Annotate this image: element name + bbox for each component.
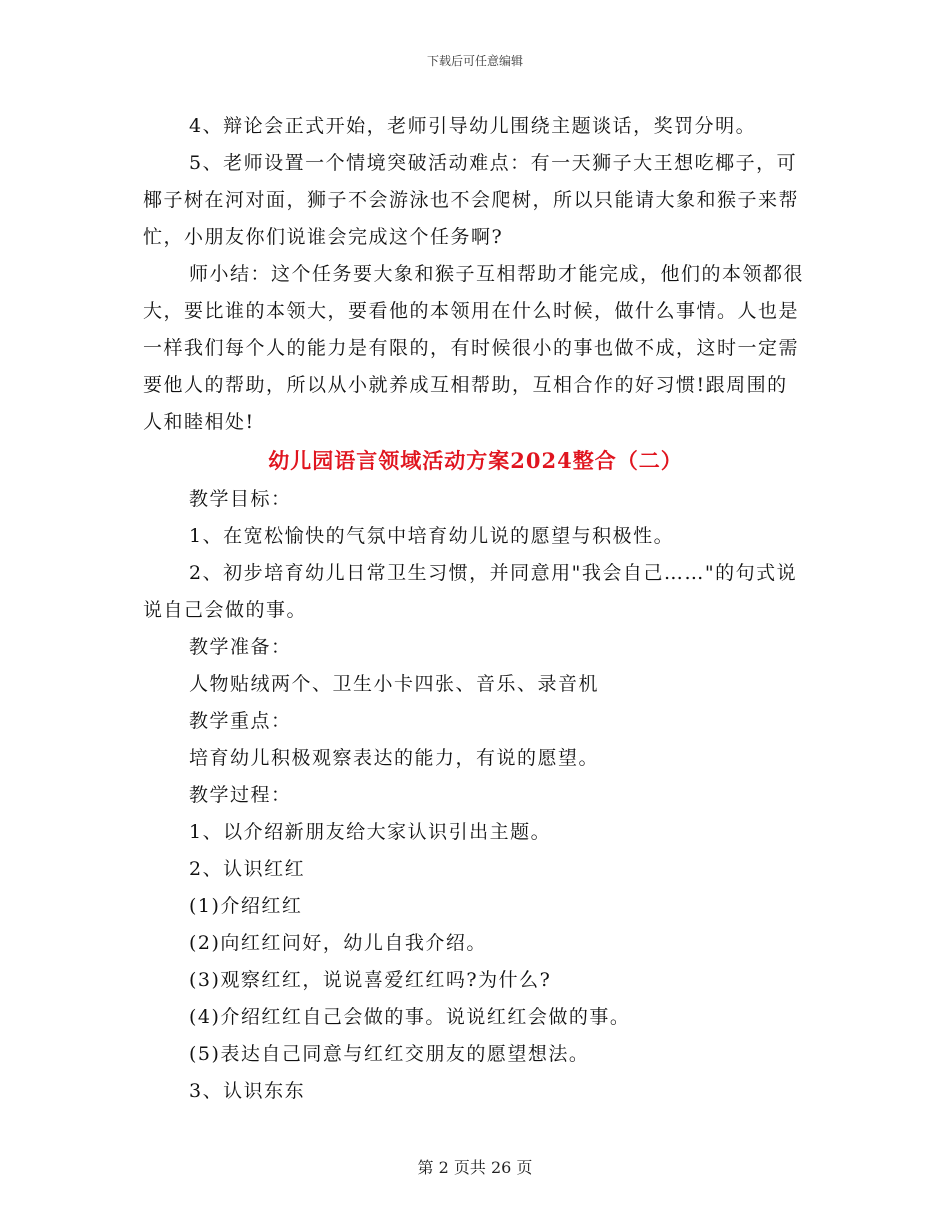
process-label: 教学过程： [189,784,292,806]
page-header: 下载后可任意编辑 [426,54,523,68]
focus-text: 培育幼儿积极观察表达的能力，有说的愿望。 [189,747,600,769]
document-body [143,108,808,1110]
process-sub-4: (4)介绍红红自己会做的事。说说红红会做的事。 [189,1006,631,1028]
goals-label: 教学目标： [189,488,292,510]
prep-text: 人物贴绒两个、卫生小卡四张、音乐、录音机 [189,673,600,695]
prep-label: 教学准备： [189,636,292,658]
process-step-1: 1、以介绍新朋友给大家认识引出主题。 [189,821,552,843]
section-title: 幼儿园语言领域活动方案2024整合（二） [268,448,683,473]
paragraph-step-5: 5、老师设置一个情境突破活动难点：有一天狮子大王想吃椰子，可椰子树在河对面，狮子不会游泳也不会爬树，所以只能请大象和猴子来帮忙，小朋友你们说谁会完成这个任务啊? [143,152,800,248]
goal-item-2: 2、初步培育幼儿日常卫生习惯，并同意用"我会自己……"的句式说说自己会做的事。 [143,562,798,621]
focus-label: 教学重点： [189,710,292,732]
process-step-2: 2、认识红红 [189,858,306,880]
process-sub-1: (1)介绍红红 [189,895,303,917]
process-sub-2: (2)向红红问好，幼儿自我介绍。 [189,932,487,954]
process-sub-3: (3)观察红红，说说喜爱红红吗?为什么? [189,969,552,991]
paragraph-teacher-summary: 师小结：这个任务要大象和猴子互相帮助才能完成，他们的本领都很大，要比谁的本领大，要看他的本领用在什么时候，做什么事情。人也是一样我们每个人的能力是有限的，有时候很小的事也做不成，这时一定需要他人的帮助，所以从小就养成互相帮助，互相合作的好习惯!跟周围的人和睦相处! [143,263,805,433]
page-footer: 第 2 页共 26 页 [417,1158,533,1177]
paragraph-step-4: 4、辩论会正式开始，老师引导幼儿围绕主题谈话，奖罚分明。 [189,115,757,137]
goal-item-1: 1、在宽松愉快的气氛中培育幼儿说的愿望与积极性。 [189,525,675,547]
process-step-3: 3、认识东东 [189,1080,306,1102]
process-sub-5: (5)表达自己同意与红红交朋友的愿望想法。 [189,1043,590,1065]
